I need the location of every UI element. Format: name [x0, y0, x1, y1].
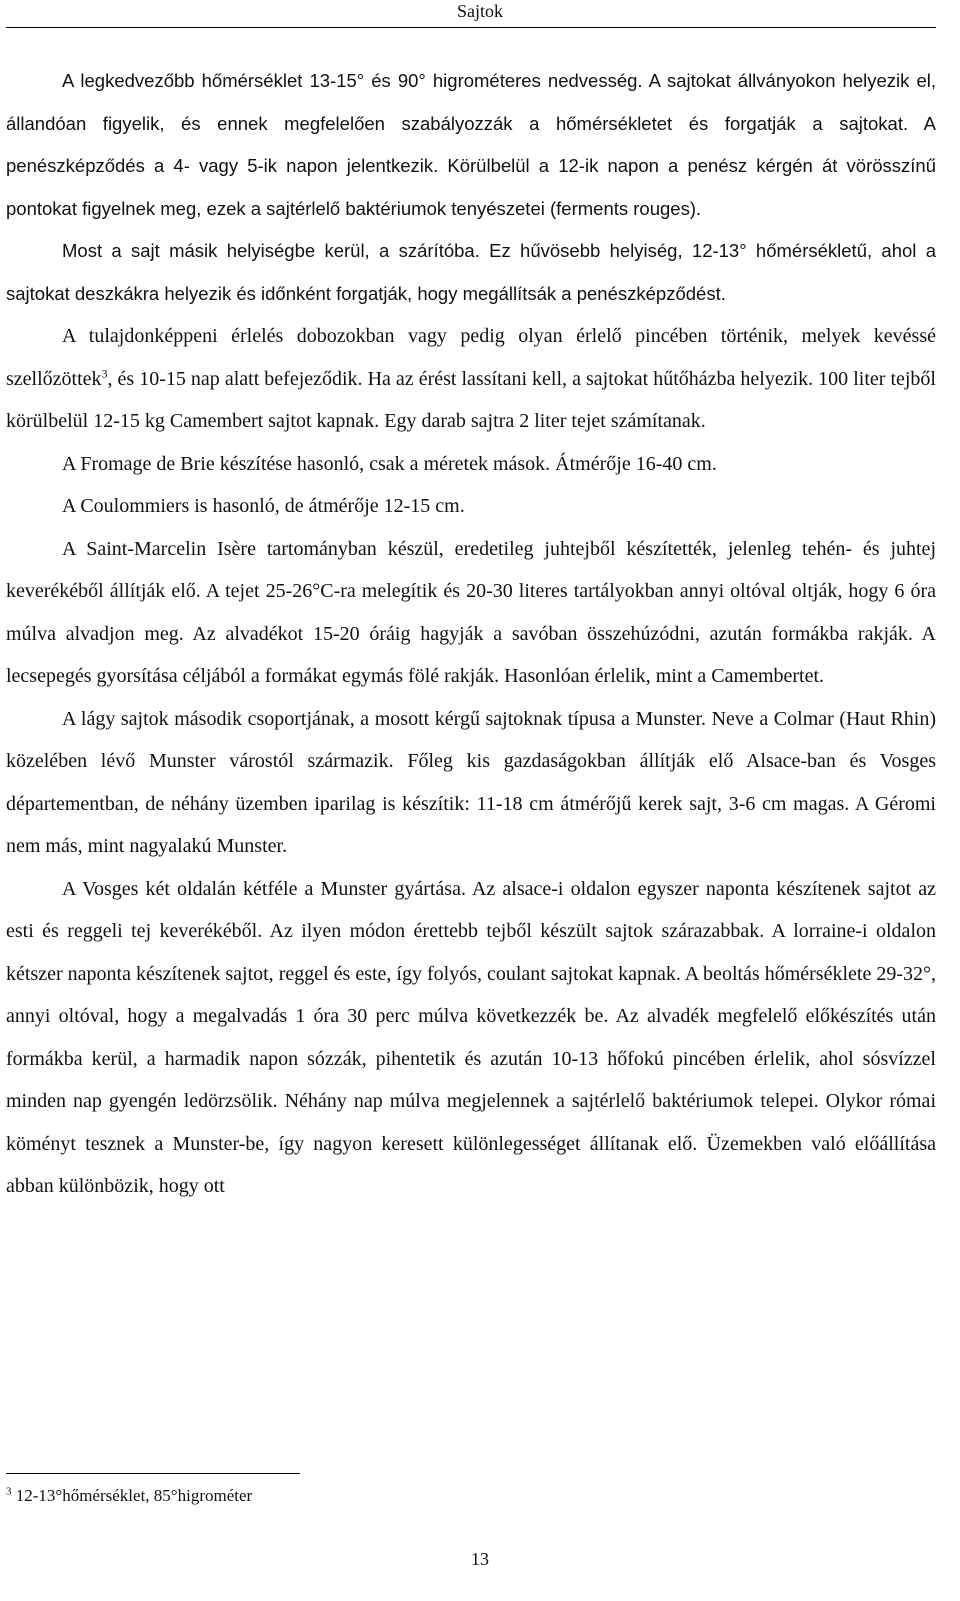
header-rule [6, 27, 936, 28]
footnote-reference[interactable]: 3 [101, 365, 108, 380]
paragraph-3-text-a: A tulajdonképpeni érlelés dobozokban vagy pedig olyan érlelő pincében történik, melyek kevéssé szellőzöttek [6, 325, 936, 390]
footnote [6, 1485, 606, 1507]
paragraph-2-text: Ez hűvösebb helyiség, 12-13° hőmérsékletű, ahol a sajtokat deszkákra helyezik és időnként forgatják, hogy megállítsák a penészképződést. [6, 240, 936, 304]
paragraph-8: A Vosges két oldalán kétféle a Munster gyártása. Az alsace-i oldalon egyszer naponta készítenek sajtot az esti és reggeli tej keverékéből. Az ilyen módon érettebb tejből készült sajtok szárazabbak. A lorraine-i oldalon kétszer naponta készítenek sajtot, reggel és este, így folyós, coulant sajtokat kapnak. A beoltás hőmérséklete 29-32°, annyi oltóval, hogy a megalvadás 1 óra 30 perc múlva következzék be. Az alvadék megfelelő előkészítés után formákba kerül, a harmadik napon sózzák, pihentetik és azután 10-13 hőfokú pincében érlelik, ahol sósvízzel minden nap gyengén ledörzsölik. Néhány nap múlva megjelennek a sajtérlelő baktériumok telepei. Olykor római köményt tesznek a Munster-be, így nagyon keresett különlegességet állítanak elő. Üzemekben való előállítása abban különbözik, hogy ott [6, 877, 936, 1197]
paragraph-3 [6, 315, 936, 443]
paragraph-7: A lágy sajtok második csoportjának, a mosott kérgű sajtoknak típusa a Munster. Neve a Colmar (Haut Rhin) közelében lévő Munster várostól származik. Főleg kis gazdaságokban állítják elő Alsace-ban és Vosges départementban, de néhány üzemben iparilag is készítik: 11-18 cm átmérőjű kerek sajt, 3-6 cm magas. A Géromi nem más, mint nagyalakú Munster. [6, 707, 936, 857]
page-number: 13 [471, 1549, 489, 1569]
footnote-text: 12-13°hőmérséklet, 85°higrométer [11, 1486, 253, 1505]
paragraph-3-text-b: , és 10-15 nap alatt befejeződik. Ha az érést lassítani kell, a sajtokat hűtőházba helyezik. 100 liter tejből körülbelül 12-15 kg Camembert sajtot kapnak. Egy darab sajtra 2 liter tejet számítanak. [6, 367, 936, 432]
paragraph-2-lead: Most a sajt másik helyiségbe kerül, a szárítóba. [62, 240, 480, 261]
paragraph-1-text: A legkedvezőbb hőmérséklet 13-15° és 90° higrométeres nedvesség. A sajtokat állványokon helyezik el, állandóan figyelik, és ennek megfelelően szabályozzák a hőmérsékletet és forgatják a sajtokat. A penészképződés a 4- vagy 5-ik napon jelentkezik. Körülbelül a 12-ik napon a penész kérgén át vörösszínű pontokat figyelnek meg, ezek a sajtérlelő baktériumok tenyészetei (ferments rouges). [6, 70, 936, 219]
paragraph-5: A Coulommiers is hasonló, de átmérője 12-15 cm. [62, 495, 465, 517]
running-title: Sajtok [456, 1, 503, 21]
footnote-marker: 3 [6, 1485, 12, 1498]
paragraph-1 [6, 60, 936, 230]
paragraph-4: A Fromage de Brie készítése hasonló, csak a méretek mások. Átmérője 16-40 cm. [62, 452, 717, 475]
body-text [6, 60, 936, 1208]
paragraph-6: A Saint-Marcelin Isère tartományban készül, eredetileg juhtejből készítették, jelenleg tehén- és juhtej keverékéből állítják elő. A tejet 25-26°C-ra melegítik és 20-30 literes tartályokban annyi oltóval oltják, hogy 6 óra múlva alvadjon meg. Az alvadékot 15-20 óráig hagyják a savóban összehúzódni, azután formákba rakják. A lecsepegés gyorsítása céljából a formákat egymás fölé rakják. Hasonlóan érlelik, mint a Camembertet. [6, 537, 936, 687]
footnote-rule [6, 1473, 300, 1474]
paragraph-2 [6, 230, 936, 315]
